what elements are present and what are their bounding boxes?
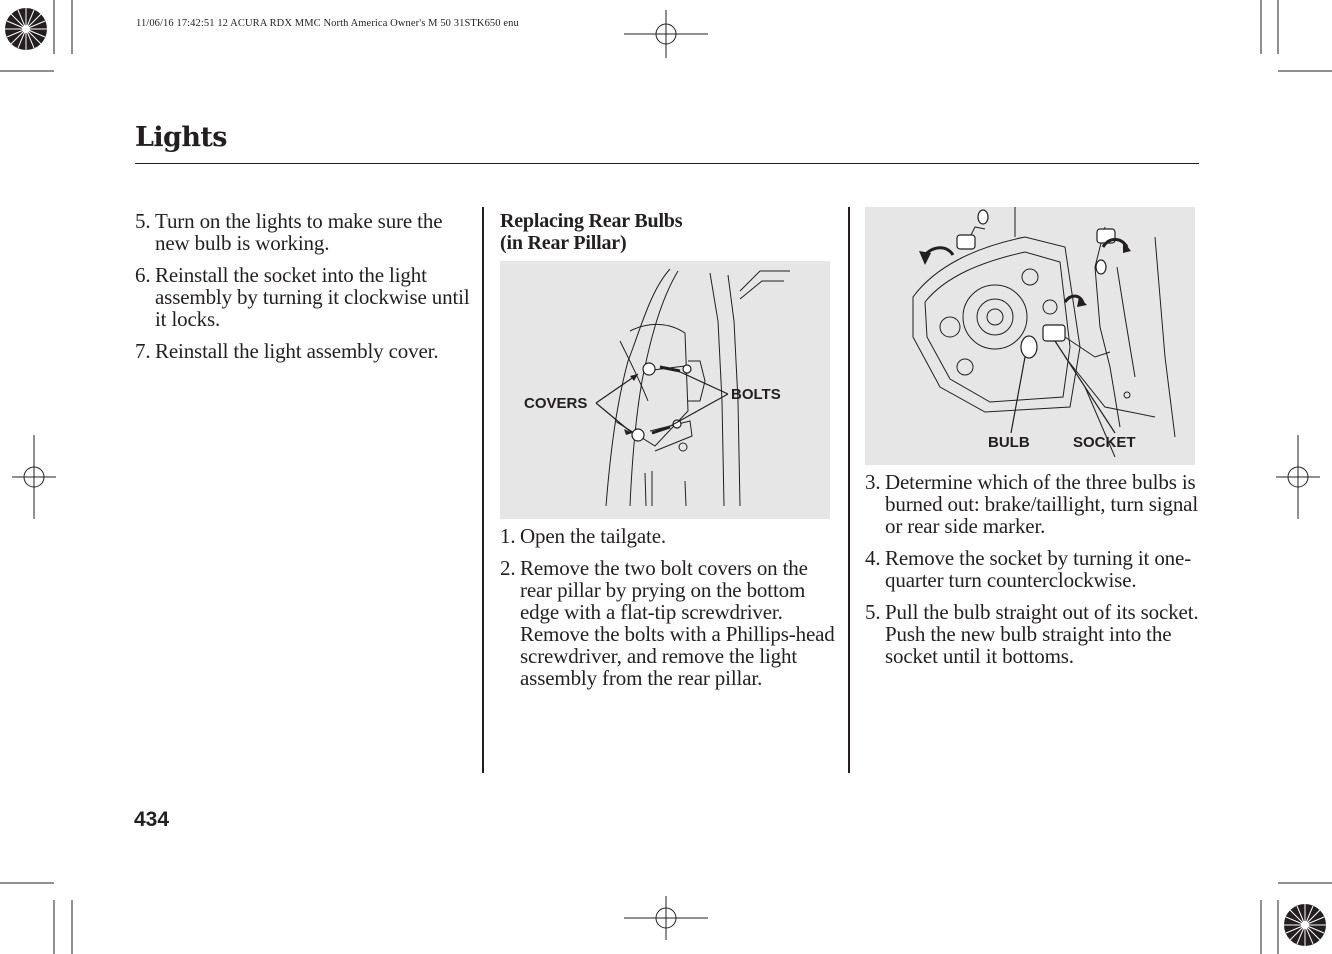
step-5-right	[865, 601, 1205, 667]
step-2	[500, 557, 840, 689]
step-text: Pull the bulb straight out of its socket. Push the new bulb straight into the socket until it bottoms.	[885, 600, 1199, 668]
section-heading-line2: (in Rear Pillar)	[500, 232, 627, 254]
page-number: 434	[134, 808, 170, 831]
step-1	[500, 525, 840, 547]
middle-step-list	[500, 525, 840, 699]
right-step-list	[865, 471, 1205, 677]
column-divider-right	[848, 207, 850, 773]
step-6-left	[135, 264, 470, 330]
step-text: Remove the two bolt covers on the rear pillar by prying on the bottom edge with a flat-tip screwdriver. Remove the bolts with a Phillips-head screwdriver, and remove the light assembly from the rear pillar.	[520, 556, 835, 690]
step-text: Reinstall the socket into the light assembly by turning it clockwise until it locks.	[155, 263, 470, 331]
section-heading	[500, 210, 682, 254]
registration-star-icon	[5, 8, 47, 50]
step-4	[865, 547, 1205, 591]
step-number: 3.	[865, 470, 881, 494]
step-7-left	[135, 340, 470, 362]
step-text: Open the tailgate.	[520, 524, 666, 548]
bulb-callout: BULB	[988, 434, 1030, 451]
bolts-callout: BOLTS	[731, 386, 781, 403]
left-step-list	[135, 210, 470, 372]
socket-callout: SOCKET	[1073, 434, 1136, 451]
step-text: Determine which of the three bulbs is burned out: brake/taillight, turn signal or rear side marker.	[885, 470, 1199, 538]
rear-light-assembly-illustration	[865, 207, 1195, 465]
step-number: 1.	[500, 524, 516, 548]
rear-light-figure	[865, 207, 1195, 465]
step-number: 4.	[865, 546, 881, 570]
step-text: Remove the socket by turning it one-quarter turn counterclockwise.	[885, 546, 1192, 592]
title-rule	[135, 163, 1199, 164]
step-number: 7.	[135, 339, 151, 363]
covers-callout: COVERS	[524, 395, 588, 412]
step-number: 2.	[500, 556, 516, 580]
step-text: Reinstall the light assembly cover.	[155, 339, 439, 363]
step-3	[865, 471, 1205, 537]
rear-pillar-figure	[500, 261, 830, 519]
page-title: Lights	[135, 122, 227, 153]
step-number: 5.	[135, 209, 151, 233]
registration-star-icon	[1284, 904, 1326, 946]
step-number: 6.	[135, 263, 151, 287]
column-divider-left	[482, 207, 484, 773]
print-header: 11/06/16 17:42:51 12 ACURA RDX MMC North America Owner's M 50 31STK650 enu	[136, 18, 519, 29]
step-5-left	[135, 210, 470, 254]
step-number: 5.	[865, 600, 881, 624]
step-text: Turn on the lights to make sure the new bulb is working.	[155, 209, 443, 255]
section-heading-line1: Replacing Rear Bulbs	[500, 210, 683, 232]
